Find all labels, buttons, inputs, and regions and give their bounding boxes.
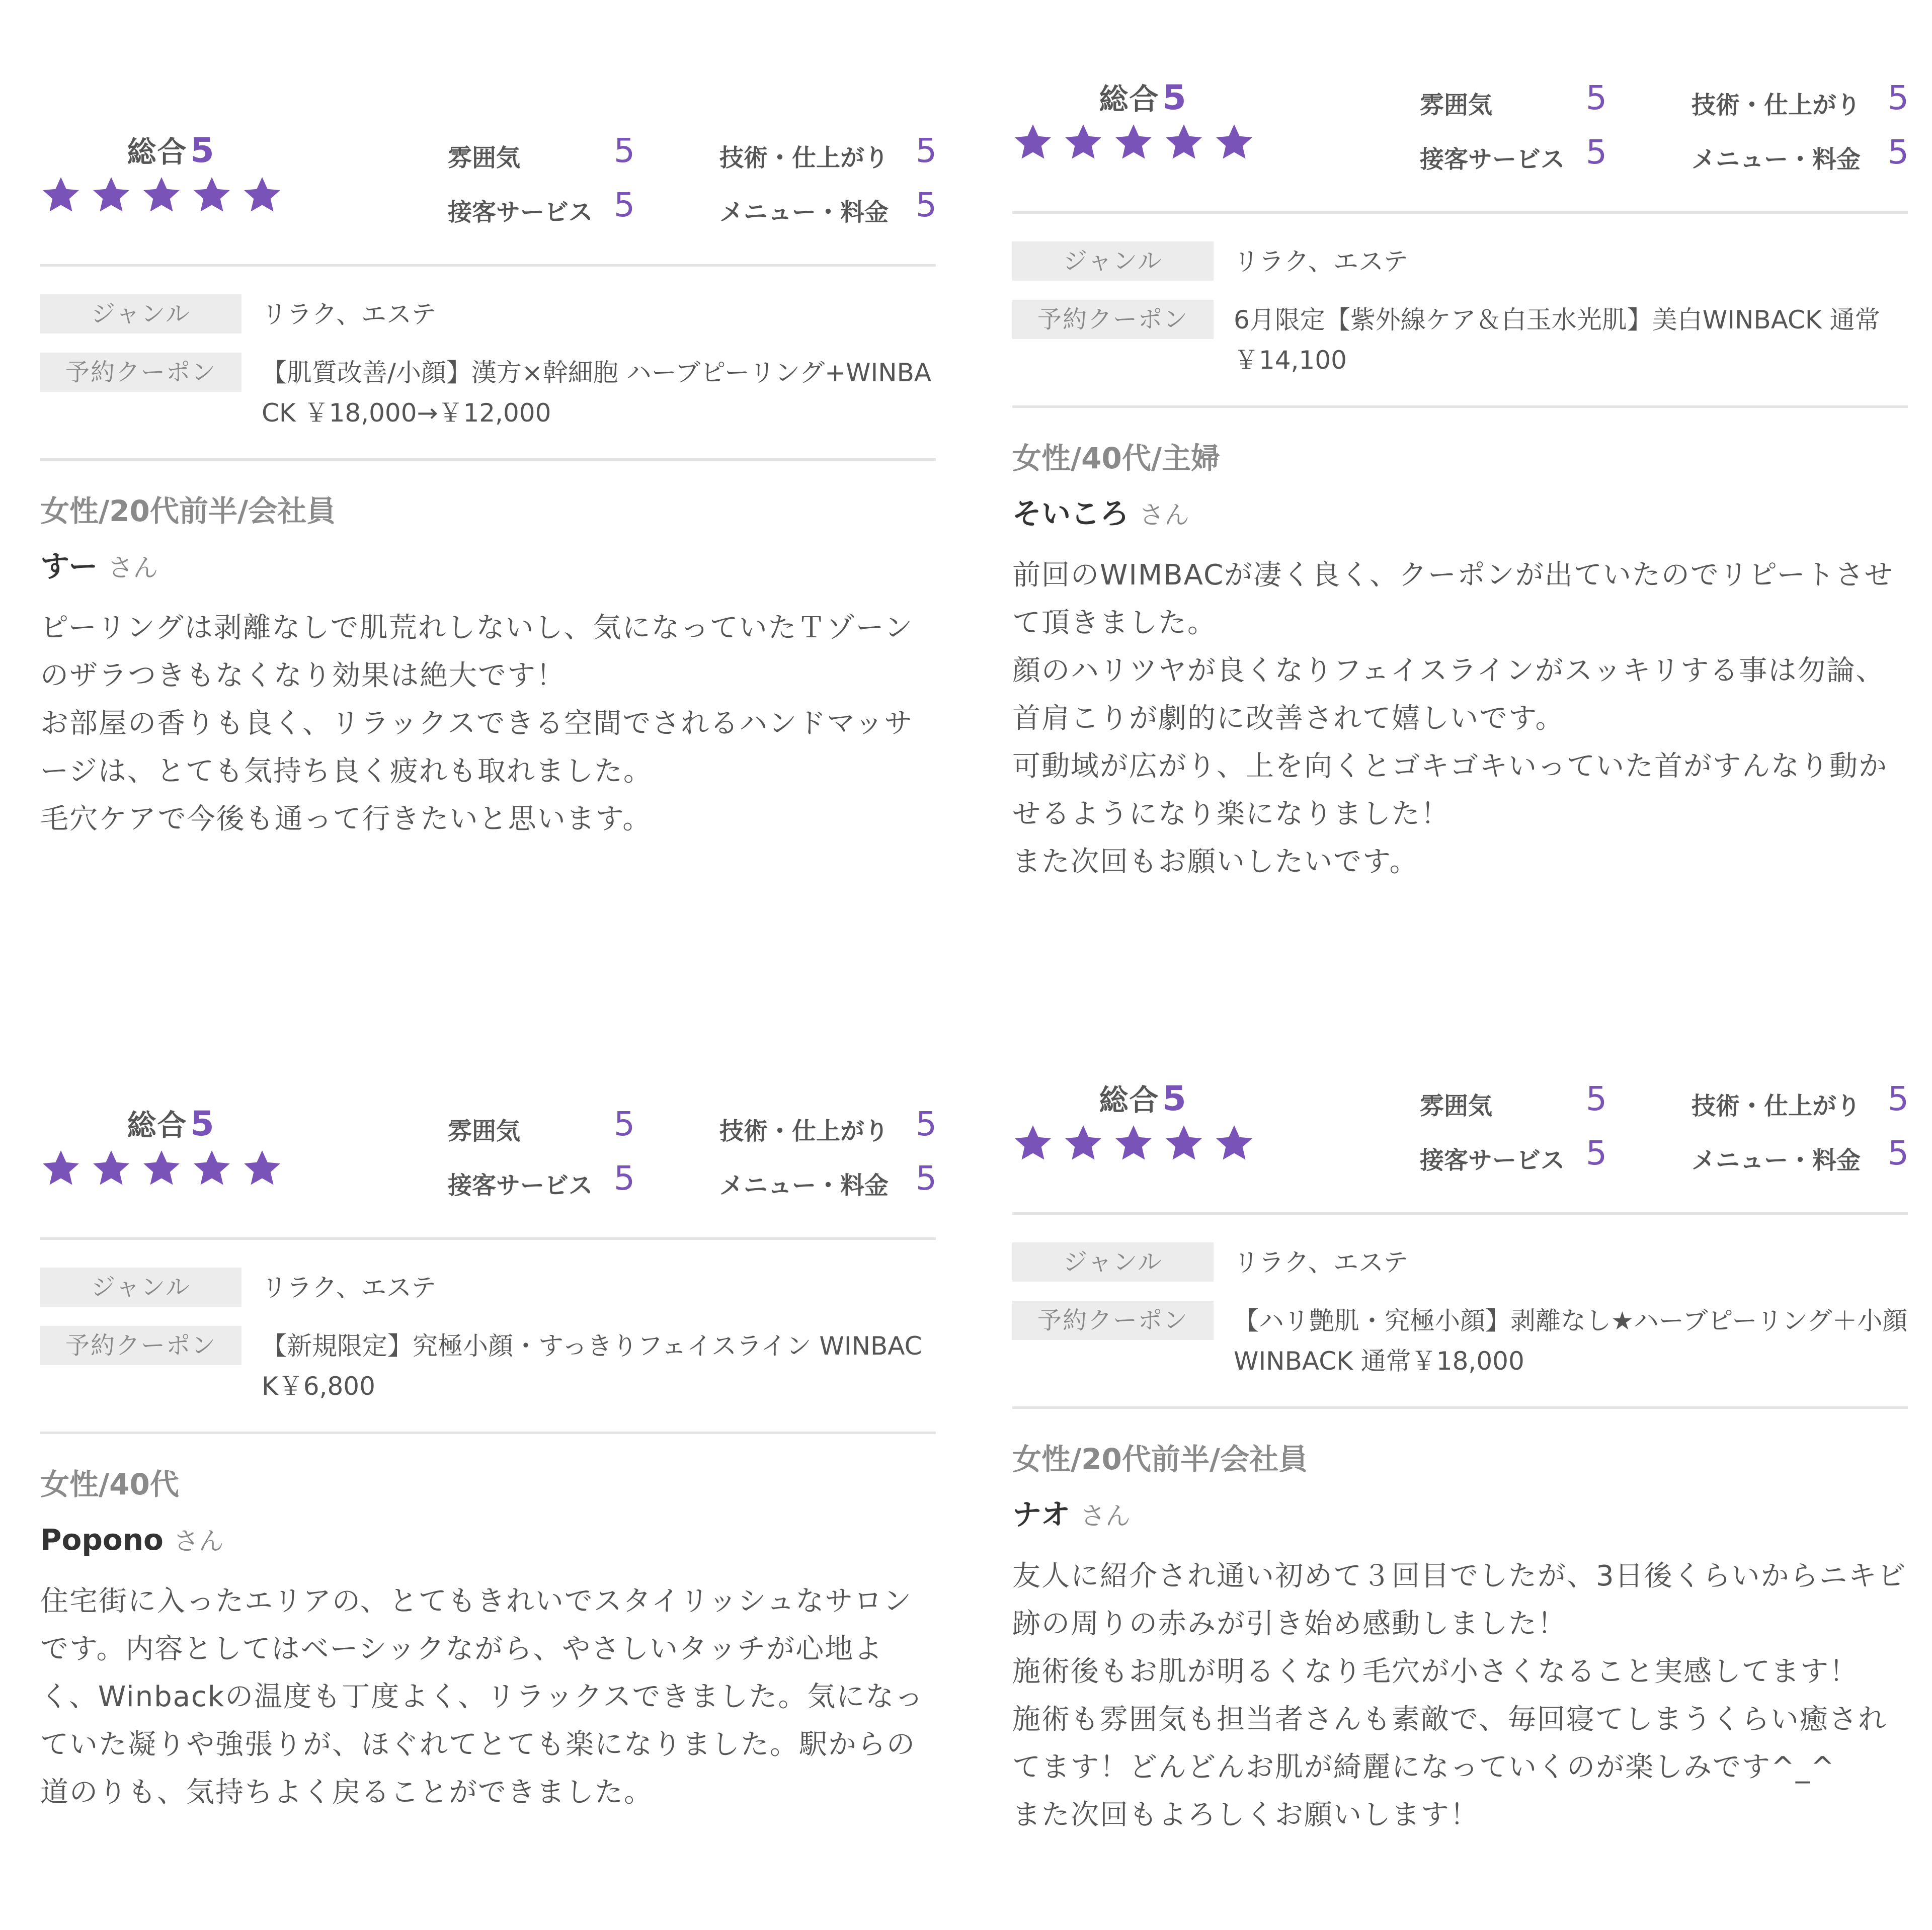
- star-rating: [40, 1148, 302, 1191]
- meta-table: [1012, 214, 1908, 405]
- technique-label: 技術・仕上がり: [719, 144, 889, 172]
- reviewer-name: ナオ: [1012, 1497, 1070, 1532]
- genre-label: ジャンル: [1012, 241, 1214, 281]
- overall-text: 総合: [1099, 1083, 1160, 1117]
- menu-price-value: 5: [916, 1159, 937, 1198]
- star-icon: [1012, 1123, 1054, 1164]
- genre-value: リラク、エステ: [262, 1273, 436, 1302]
- star-icon: [1163, 1123, 1204, 1164]
- technique-label: 技術・仕上がり: [719, 1117, 889, 1145]
- technique-value: 5: [916, 1105, 937, 1143]
- reviewer-honorific: さん: [108, 553, 158, 582]
- reviewer-attributes: 女性/40代/主婦: [1012, 441, 1221, 475]
- overall-text: 総合: [127, 135, 188, 169]
- star-icon: [1113, 122, 1154, 163]
- technique-rating: [719, 1105, 937, 1146]
- atmosphere-rating: [1420, 78, 1607, 120]
- coupon-link[interactable]: 【新規限定】究極小顔・すっきりフェイスライン WINBACK￥6,800: [262, 1331, 922, 1401]
- atmosphere-label: 雰囲気: [448, 1117, 521, 1145]
- service-label: 接客サービス: [1420, 1146, 1565, 1174]
- review-card: [40, 1086, 936, 1816]
- overall-label: [40, 1102, 302, 1144]
- technique-value: 5: [1888, 1079, 1909, 1118]
- genre-value: リラク、エステ: [262, 300, 436, 329]
- review-card: [1012, 60, 1908, 886]
- star-icon: [91, 1148, 132, 1189]
- star-icon: [40, 1148, 82, 1189]
- star-icon: [191, 1148, 232, 1189]
- meta-table: [40, 267, 936, 458]
- service-rating: [1420, 133, 1607, 175]
- review-text: 住宅街に入ったエリアの、とてもきれいでスタイリッシュなサロンです。内容としてはベーシックながら、やさしいタッチが心地よく、Winbackの温度も丁度よく、リラックスできました。気になっていた凝りや強張りが、ほぐれてとても楽になりました。駅からの道のりも、気持ちよく戻ることができました。: [40, 1585, 924, 1809]
- overall-value: 5: [1162, 1079, 1187, 1119]
- reviewer-name: そいころ: [1012, 496, 1130, 531]
- service-label: 接客サービス: [448, 198, 593, 226]
- atmosphere-rating: [448, 1105, 635, 1146]
- genre-value: リラク、エステ: [1234, 247, 1408, 276]
- service-rating: [448, 1159, 635, 1201]
- reviewer-section: [40, 461, 936, 843]
- genre-row: [1012, 1242, 1908, 1283]
- genre-row: [40, 294, 936, 334]
- technique-value: 5: [1888, 78, 1909, 117]
- atmosphere-label: 雰囲気: [448, 144, 521, 172]
- coupon-label: 予約クーポン: [1012, 1301, 1214, 1340]
- overall-label: [1012, 1076, 1274, 1119]
- overall-rating: [1012, 1076, 1274, 1166]
- overall-text: 総合: [1099, 82, 1160, 116]
- sub-ratings: [448, 131, 937, 247]
- genre-row: [1012, 241, 1908, 282]
- coupon-label: 予約クーポン: [40, 1326, 242, 1365]
- reviewer-honorific: さん: [173, 1527, 224, 1556]
- star-icon: [91, 175, 132, 216]
- menu-price-label: メニュー・料金: [1692, 1146, 1861, 1174]
- reviewer-section: [40, 1434, 936, 1816]
- reviewer-name-line: [1012, 493, 1908, 541]
- menu-price-label: メニュー・料金: [719, 198, 889, 226]
- menu-price-rating: [1692, 1134, 1909, 1176]
- genre-label: ジャンル: [1012, 1242, 1214, 1282]
- review-text: ピーリングは剥離なしで肌荒れしないし、気になっていたＴゾーンのザラつきもなくなり効果は絶大です！ お部屋の香りも良く、リラックスできる空間でされるハンドマッサージは、とても気持ち良く疲れも取れました。 毛穴ケアで今後も通って行きたいと思います。: [40, 612, 914, 835]
- review-text: 前回のWIMBACが凄く良く、クーポンが出ていたのでリピートさせて頂きました。 顔のハリツヤが良くなりフェイスラインがスッキリする事は勿論、首肩こりが劇的に改善されて嬉しいです。 可動域が広がり、上を向くとゴキゴキいっていた首がすんなり動かせるようになり楽になりました！ また次回もお願いしたいです。: [1012, 559, 1894, 878]
- star-icon: [242, 175, 283, 216]
- overall-label: [1012, 75, 1274, 118]
- coupon-row: [40, 1326, 936, 1406]
- reviewer-name-line: [1012, 1494, 1908, 1542]
- reviewer-name-line: [40, 1520, 936, 1567]
- sub-ratings: [448, 1105, 937, 1220]
- genre-label: ジャンル: [40, 1268, 242, 1307]
- service-rating: [448, 186, 635, 227]
- coupon-label: 予約クーポン: [40, 353, 242, 392]
- coupon-row: [1012, 300, 1908, 380]
- service-label: 接客サービス: [448, 1171, 593, 1200]
- technique-label: 技術・仕上がり: [1692, 91, 1861, 119]
- reviewer-attributes: 女性/20代前半/会社員: [1012, 1442, 1308, 1476]
- star-icon: [1113, 1123, 1154, 1164]
- coupon-row: [1012, 1301, 1908, 1381]
- technique-rating: [1692, 1079, 1909, 1121]
- service-value: 5: [1586, 1134, 1607, 1172]
- rating-header: [1012, 60, 1908, 211]
- review-text: 友人に紹介され通い初めて３回目でしたが、3日後くらいからニキビ跡の周りの赤みが引き始め感動しました！ 施術後もお肌が明るくなり毛穴が小さくなること実感してます！ 施術も雰囲気も担当者さんも素敵で、毎回寝てしまうくらい癒されてます！どんどんお肌が綺麗になっていくのが楽しみです^_^ また次回もよろしくお願いします！: [1012, 1560, 1907, 1831]
- rating-header: [40, 1086, 936, 1237]
- star-icon: [1214, 1123, 1255, 1164]
- coupon-link[interactable]: 【ハリ艶肌・究極小顔】剥離なし★ハーブピーリング＋小顔WINBACK 通常￥18,000: [1234, 1306, 1908, 1376]
- star-icon: [191, 175, 232, 216]
- reviewer-name: すー: [40, 549, 98, 583]
- coupon-link[interactable]: 【肌質改善/小顔】漢方×幹細胞 ハーブピーリング+WINBACK ￥18,000→￥12,000: [262, 358, 932, 428]
- star-rating: [1012, 1123, 1274, 1166]
- menu-price-value: 5: [1888, 133, 1909, 172]
- reviewer-attributes: 女性/40代: [40, 1467, 179, 1501]
- star-icon: [242, 1148, 283, 1189]
- atmosphere-value: 5: [614, 131, 635, 170]
- overall-rating: [40, 1102, 302, 1191]
- menu-price-label: メニュー・料金: [719, 1171, 889, 1200]
- rating-header: [1012, 1061, 1908, 1212]
- star-icon: [1214, 122, 1255, 163]
- menu-price-value: 5: [1888, 1134, 1909, 1172]
- menu-price-rating: [1692, 133, 1909, 175]
- genre-row: [40, 1268, 936, 1308]
- menu-price-rating: [719, 186, 937, 227]
- atmosphere-label: 雰囲気: [1420, 1092, 1493, 1120]
- technique-rating: [719, 131, 937, 173]
- service-value: 5: [614, 186, 635, 224]
- atmosphere-rating: [1420, 1079, 1607, 1121]
- overall-label: [40, 128, 302, 171]
- reviewer-honorific: さん: [1080, 1501, 1131, 1531]
- atmosphere-value: 5: [1586, 1079, 1607, 1118]
- overall-rating: [40, 128, 302, 218]
- service-value: 5: [614, 1159, 635, 1198]
- service-label: 接客サービス: [1420, 145, 1565, 174]
- reviewer-section: [1012, 1409, 1908, 1839]
- review-card: [1012, 1061, 1908, 1839]
- service-value: 5: [1586, 133, 1607, 172]
- reviewer-section: [1012, 408, 1908, 886]
- star-icon: [141, 1148, 182, 1189]
- star-icon: [1063, 1123, 1104, 1164]
- overall-value: 5: [190, 1104, 215, 1144]
- sub-ratings: [1420, 78, 1909, 194]
- star-icon: [40, 175, 82, 216]
- genre-label: ジャンル: [40, 294, 242, 333]
- menu-price-label: メニュー・料金: [1692, 145, 1861, 174]
- rating-header: [40, 113, 936, 264]
- star-rating: [40, 175, 302, 218]
- coupon-link[interactable]: 6月限定【紫外線ケア＆白玉水光肌】美白WINBACK 通常￥14,100: [1234, 305, 1880, 375]
- sub-ratings: [1420, 1079, 1909, 1195]
- star-icon: [1163, 122, 1204, 163]
- star-icon: [141, 175, 182, 216]
- meta-table: [40, 1240, 936, 1432]
- coupon-label: 予約クーポン: [1012, 300, 1214, 339]
- menu-price-rating: [719, 1159, 937, 1201]
- coupon-row: [40, 353, 936, 433]
- reviewer-name-line: [40, 546, 936, 594]
- service-rating: [1420, 1134, 1607, 1176]
- star-icon: [1012, 122, 1054, 163]
- atmosphere-value: 5: [614, 1105, 635, 1143]
- overall-rating: [1012, 75, 1274, 165]
- genre-value: リラク、エステ: [1234, 1248, 1408, 1277]
- atmosphere-value: 5: [1586, 78, 1607, 117]
- star-rating: [1012, 122, 1274, 165]
- overall-value: 5: [1162, 78, 1187, 118]
- overall-text: 総合: [127, 1108, 188, 1142]
- menu-price-value: 5: [916, 186, 937, 224]
- atmosphere-label: 雰囲気: [1420, 91, 1493, 119]
- star-icon: [1063, 122, 1104, 163]
- technique-value: 5: [916, 131, 937, 170]
- meta-table: [1012, 1215, 1908, 1406]
- reviewer-name: Popono: [40, 1523, 164, 1557]
- technique-label: 技術・仕上がり: [1692, 1092, 1861, 1120]
- review-card: [40, 113, 936, 843]
- reviewer-honorific: さん: [1139, 500, 1190, 530]
- reviewer-attributes: 女性/20代前半/会社員: [40, 494, 336, 528]
- overall-value: 5: [190, 131, 215, 171]
- atmosphere-rating: [448, 131, 635, 173]
- technique-rating: [1692, 78, 1909, 120]
